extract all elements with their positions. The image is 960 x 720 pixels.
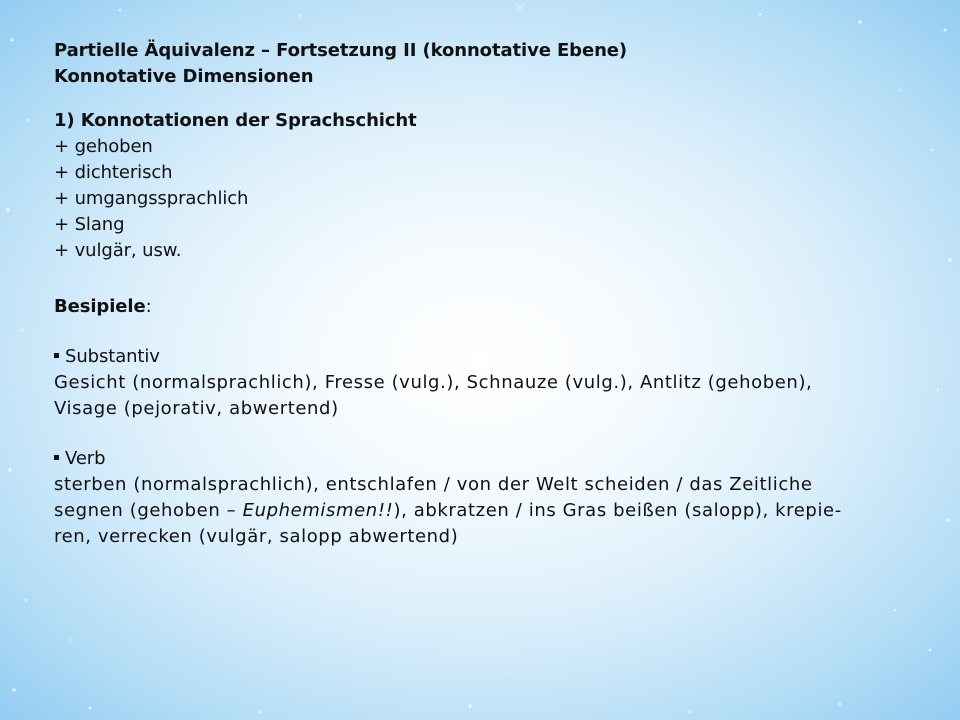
examples-heading [54,294,934,320]
verb-example-line: ren, verrecken (vulgär, salopp abwertend) [54,526,459,547]
square-bullet-icon [54,353,59,358]
list-item: + dichterisch [54,162,173,183]
slide-title: Partielle Äquivalenz – Fortsetzung II (konnotative Ebene) [54,40,628,61]
list-item: + umgangssprachlich [54,188,249,209]
examples-heading-text: Besipiele [54,296,146,317]
verb-example-post: ), abkratzen / ins Gras beißen (salopp), krepie- [393,500,842,521]
list-item: + gehoben [54,136,153,157]
verb-example-emphasis: Euphemismen!! [242,500,394,521]
verb-example-pre: segnen (gehoben – [54,500,243,521]
substantiv-example-line: Visage (pejorativ, abwertend) [54,398,339,419]
verb-example-line: sterben (normalsprachlich), entschlafen / von der Welt scheiden / das Zeitliche [54,474,813,495]
verb-example-line [54,498,934,524]
slide-subtitle: Konnotative Dimensionen [54,66,314,87]
examples-heading-colon: : [145,296,152,317]
list-item: + Slang [54,214,125,235]
square-bullet-icon [54,455,59,460]
substantiv-label-text: Substantiv [65,346,160,367]
substantiv-example-line: Gesicht (normalsprachlich), Fresse (vulg.), Schnauze (vulg.), Antlitz (gehoben), [54,372,813,393]
section-heading: 1) Konnotationen der Sprachschicht [54,110,417,131]
verb-label-text: Verb [65,448,106,469]
list-item: + vulgär, usw. [54,240,182,261]
verb-label [54,446,934,472]
substantiv-label [54,344,934,370]
slide-content [54,38,934,550]
